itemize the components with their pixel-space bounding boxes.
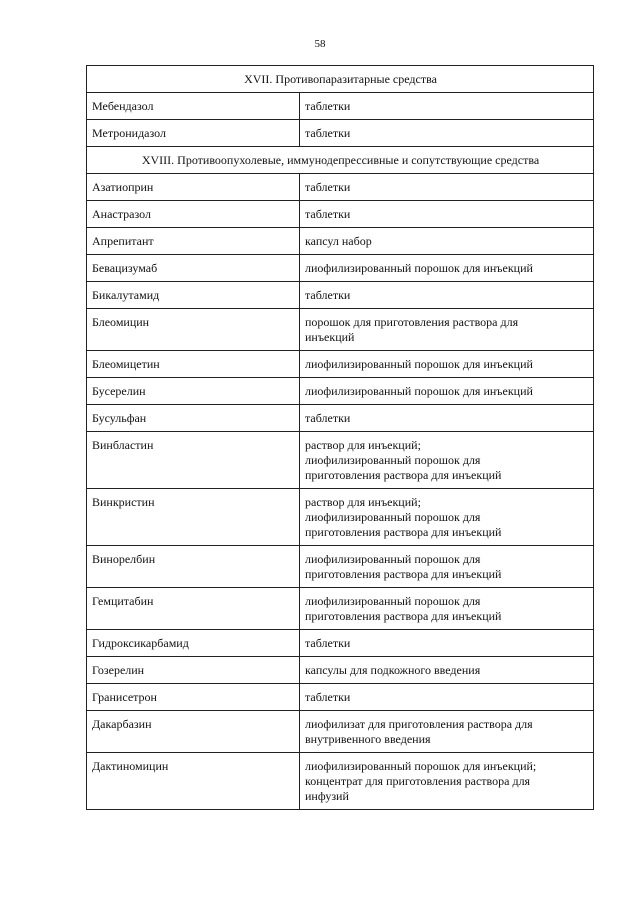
dosage-form xyxy=(300,255,594,282)
dosage-form-line: лиофилизированный порошок для xyxy=(305,594,481,608)
dosage-form-line: приготовления раствора для инъекций xyxy=(305,468,502,482)
table-row xyxy=(87,684,594,711)
drug-name: Гранисетрон xyxy=(87,684,300,711)
drug-name: Апрепитант xyxy=(87,228,300,255)
drug-name: Бусерелин xyxy=(87,378,300,405)
dosage-form-line: концентрат для приготовления раствора для xyxy=(305,774,531,788)
drug-name: Блеомицин xyxy=(87,309,300,351)
drug-name: Бикалутамид xyxy=(87,282,300,309)
dosage-form xyxy=(300,432,594,489)
section-title: XVIII. Противоопухолевые, иммунодепрессивные и сопутствующие средства xyxy=(87,147,594,174)
drug-list-body xyxy=(87,66,594,810)
dosage-form-line: инфузий xyxy=(305,789,349,803)
table-row xyxy=(87,228,594,255)
table-row xyxy=(87,282,594,309)
drug-name: Гидроксикарбамид xyxy=(87,630,300,657)
dosage-form xyxy=(300,309,594,351)
dosage-form-line: приготовления раствора для инъекций xyxy=(305,567,502,581)
dosage-form-line: таблетки xyxy=(305,288,351,302)
drug-name: Гемцитабин xyxy=(87,588,300,630)
dosage-form xyxy=(300,378,594,405)
dosage-form xyxy=(300,120,594,147)
drug-name: Винкристин xyxy=(87,489,300,546)
table-row xyxy=(87,711,594,753)
drug-name: Винбластин xyxy=(87,432,300,489)
dosage-form xyxy=(300,630,594,657)
dosage-form-line: лиофилизированный порошок для xyxy=(305,453,481,467)
section-header-row xyxy=(87,147,594,174)
dosage-form-line: инъекций xyxy=(305,330,355,344)
drug-name: Дакарбазин xyxy=(87,711,300,753)
dosage-form-line: приготовления раствора для инъекций xyxy=(305,525,502,539)
dosage-form-line: таблетки xyxy=(305,636,351,650)
table-row xyxy=(87,630,594,657)
dosage-form xyxy=(300,657,594,684)
dosage-form-line: лиофилизат для приготовления раствора для xyxy=(305,717,533,731)
dosage-form-line: лиофилизированный порошок для инъекций xyxy=(305,384,533,398)
dosage-form xyxy=(300,684,594,711)
dosage-form xyxy=(300,588,594,630)
dosage-form-line: лиофилизированный порошок для xyxy=(305,552,481,566)
dosage-form xyxy=(300,489,594,546)
dosage-form xyxy=(300,546,594,588)
dosage-form-line: лиофилизированный порошок для инъекций xyxy=(305,261,533,275)
table-row xyxy=(87,588,594,630)
table-row xyxy=(87,378,594,405)
table-row xyxy=(87,489,594,546)
dosage-form-line: капсул набор xyxy=(305,234,372,248)
dosage-form-line: лиофилизированный порошок для инъекций xyxy=(305,357,533,371)
dosage-form-line: порошок для приготовления раствора для xyxy=(305,315,519,329)
table-row xyxy=(87,351,594,378)
table-row xyxy=(87,753,594,810)
dosage-form-line: таблетки xyxy=(305,690,351,704)
dosage-form-line: таблетки xyxy=(305,126,351,140)
drug-name: Бевацизумаб xyxy=(87,255,300,282)
table-row xyxy=(87,432,594,489)
dosage-form xyxy=(300,282,594,309)
drug-name: Гозерелин xyxy=(87,657,300,684)
table-row xyxy=(87,120,594,147)
table-row xyxy=(87,657,594,684)
drug-name: Анастразол xyxy=(87,201,300,228)
table-row xyxy=(87,309,594,351)
drug-list-table xyxy=(86,65,594,810)
table-row xyxy=(87,255,594,282)
dosage-form-line: приготовления раствора для инъекций xyxy=(305,609,502,623)
dosage-form-line: таблетки xyxy=(305,411,351,425)
dosage-form-line: таблетки xyxy=(305,180,351,194)
drug-name: Мебендазол xyxy=(87,93,300,120)
drug-name: Винорелбин xyxy=(87,546,300,588)
drug-name: Метронидазол xyxy=(87,120,300,147)
dosage-form xyxy=(300,711,594,753)
drug-name: Бусульфан xyxy=(87,405,300,432)
table-row xyxy=(87,174,594,201)
dosage-form-line: капсулы для подкожного введения xyxy=(305,663,481,677)
dosage-form xyxy=(300,351,594,378)
table-row xyxy=(87,93,594,120)
dosage-form-line: таблетки xyxy=(305,99,351,113)
drug-name: Блеомицетин xyxy=(87,351,300,378)
dosage-form xyxy=(300,753,594,810)
dosage-form-line: внутривенного введения xyxy=(305,732,431,746)
section-title: XVII. Противопаразитарные средства xyxy=(87,66,594,93)
dosage-form-line: таблетки xyxy=(305,207,351,221)
page-number: 58 xyxy=(314,38,326,50)
dosage-form-line: раствор для инъекций; xyxy=(305,438,421,452)
drug-name: Дактиномицин xyxy=(87,753,300,810)
table-row xyxy=(87,201,594,228)
dosage-form-line: лиофилизированный порошок для инъекций; xyxy=(305,759,537,773)
drug-name: Азатиоприн xyxy=(87,174,300,201)
section-header-row xyxy=(87,66,594,93)
dosage-form-line: лиофилизированный порошок для xyxy=(305,510,481,524)
dosage-form-line: раствор для инъекций; xyxy=(305,495,421,509)
dosage-form xyxy=(300,93,594,120)
table-row xyxy=(87,546,594,588)
dosage-form xyxy=(300,174,594,201)
dosage-form xyxy=(300,201,594,228)
dosage-form xyxy=(300,228,594,255)
table-row xyxy=(87,405,594,432)
dosage-form xyxy=(300,405,594,432)
